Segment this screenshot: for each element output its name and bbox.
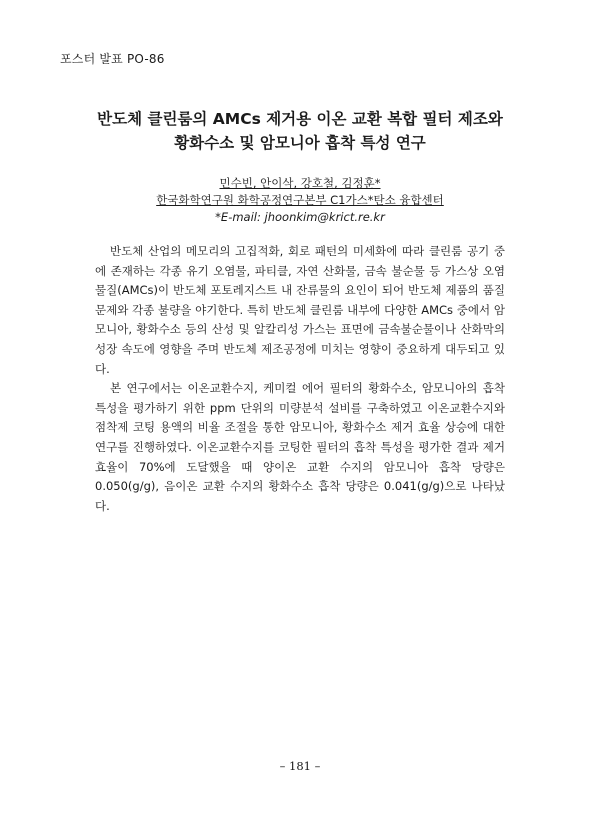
title-line-2: 황화수소 및 암모니아 흡착 특성 연구: [174, 134, 426, 152]
author-email: *E-mail: jhoonkim@krict.re.kr: [215, 210, 385, 224]
paper-title: [60, 107, 540, 155]
abstract-paragraph-1: 반도체 산업의 메모리의 고집적화, 회로 패턴의 미세화에 따라 클린룸 공기 중에 존재하는 각종 유기 오염물, 파티클, 자연 산화물, 금속 불순물 등 가스상 오염물질(AMCs)이 반도체 포토레지스트 내 잔류물의 요인이 되어 반도체 제품의 품질 문제와 각종 불량을 야기한다. 특히 반도체 클린룸 내부에 다양한 AMCs 중에서 암모니아, 황화수소 등의 산성 및 알칼리성 가스는 표면에 금속불순물이나 산화막의 성장 속도에 영향을 주며 반도체 제조공정에 미치는 영향이 중요하게 대두되고 있다.: [95, 244, 505, 376]
title-line-1: 반도체 클린룸의 AMCs 제거용 이온 교환 복합 필터 제조와: [97, 110, 503, 128]
abstract-body: [95, 242, 505, 516]
author-names-text: 민수빈, 안이삭, 강호철, 김정훈*: [219, 176, 381, 190]
author-affiliation: [60, 192, 540, 209]
abstract-paragraph-2: 본 연구에서는 이온교환수지, 케미컬 에어 필터의 황화수소, 암모니아의 흡착 특성을 평가하기 위한 ppm 단위의 미량분석 설비를 구축하였고 이온교환수지와 점착제 코팅 용액의 비율 조절을 통한 암모니아, 황화수소 제거 효율 상승에 대한 연구를 진행하였다. 이온교환수지를 코팅한 필터의 흡착 특성을 평가한 결과 제거 효율이 70%에 도달했을 때 양이온 교환 수지의 암모니아 흡착 당량은 0.050(g/g), 음이온 교환 수지의 황화수소 흡착 당량은 0.041(g/g)으로 나타났다.: [95, 381, 505, 513]
page-number: – 181 –: [279, 759, 321, 773]
author-block: [60, 175, 540, 226]
affiliation-text: 한국화학연구원 화학공정연구본부 C1가스*탄소 융합센터: [156, 193, 444, 207]
poster-session-label: 포스터 발표 PO-86: [60, 52, 165, 66]
author-names: [60, 175, 540, 192]
